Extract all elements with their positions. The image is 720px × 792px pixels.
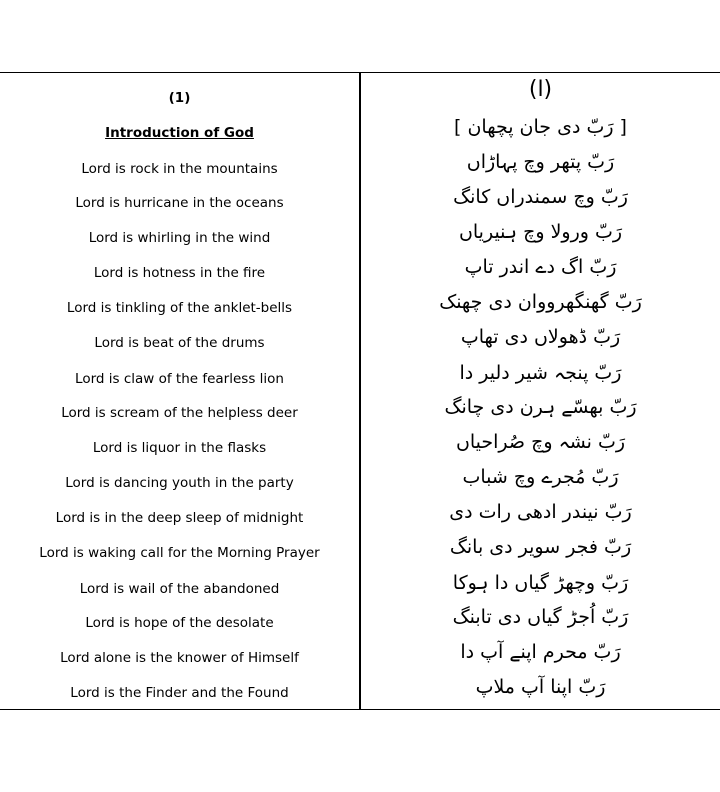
- english-poem-number: (1): [168, 90, 191, 106]
- english-column: [0, 73, 359, 709]
- english-line: Lord is in the deep sleep of midnight: [55, 510, 304, 526]
- urdu-poem-number: (ا): [528, 77, 553, 102]
- urdu-line: رَبّ نشہ وچ صُراحیاں: [455, 431, 626, 453]
- english-line: Lord is dancing youth in the party: [65, 475, 294, 491]
- urdu-line: رَبّ پنجہ شیر دلیر دا: [459, 362, 622, 384]
- urdu-column: [361, 73, 720, 709]
- urdu-line: رَبّ فجر سویر دی بانگ: [449, 536, 632, 558]
- english-line: Lord is whirling in the wind: [88, 230, 271, 246]
- english-poem-title: Introduction of God: [105, 125, 254, 141]
- urdu-line: رَبّ وچ سمندراں کانگ: [453, 186, 628, 208]
- urdu-line: رَبّ اپنا آپ ملاپ: [475, 676, 606, 698]
- urdu-line: رَبّ نیندر ادھی رات دی: [449, 501, 632, 523]
- english-line: Lord is hurricane in the oceans: [75, 195, 284, 211]
- english-line: Lord is hotness in the fire: [93, 265, 266, 281]
- urdu-line: رَبّ اُجڑ گیاں دی تابنگ: [452, 606, 629, 628]
- urdu-line: رَبّ وچھڑ گیاں دا ہوکا: [452, 572, 629, 594]
- english-line: Lord is claw of the fearless lion: [75, 371, 284, 387]
- english-line: Lord alone is the knower of Himself: [60, 650, 299, 666]
- english-line: Lord is scream of the helpless deer: [61, 405, 298, 421]
- urdu-poem-title: [ رَبّ دی جان پچھان ]: [454, 116, 627, 138]
- urdu-line: رَبّ گھنگھرووان دی چھنک: [439, 291, 642, 313]
- urdu-line: رَبّ محرم اپنے آپ دا: [460, 641, 621, 663]
- english-line: Lord is hope of the desolate: [85, 615, 274, 631]
- urdu-line: رَبّ بھسّے ہرن دی چانگ: [444, 396, 637, 418]
- english-line: Lord is waking call for the Morning Prayer: [39, 545, 320, 561]
- english-line: Lord is rock in the mountains: [81, 161, 278, 177]
- urdu-line: رَبّ اگ دے اندر تاپ: [464, 256, 617, 278]
- urdu-line: رَبّ ورولا وچ ہنیریاں: [458, 221, 623, 243]
- english-line: Lord is the Finder and the Found: [70, 685, 289, 701]
- english-line: Lord is wail of the abandoned: [79, 581, 280, 597]
- urdu-line: رَبّ مُجرے وچ شباب: [462, 466, 619, 488]
- poem-table: [0, 72, 720, 710]
- english-line: Lord is beat of the drums: [94, 335, 265, 351]
- english-line: Lord is tinkling of the anklet-bells: [66, 300, 293, 316]
- urdu-line: رَبّ پتھر وچ پہاڑاں: [466, 151, 615, 173]
- urdu-line: رَبّ ڈھولاں دی تھاپ: [460, 326, 621, 348]
- english-line: Lord is liquor in the flasks: [92, 440, 267, 456]
